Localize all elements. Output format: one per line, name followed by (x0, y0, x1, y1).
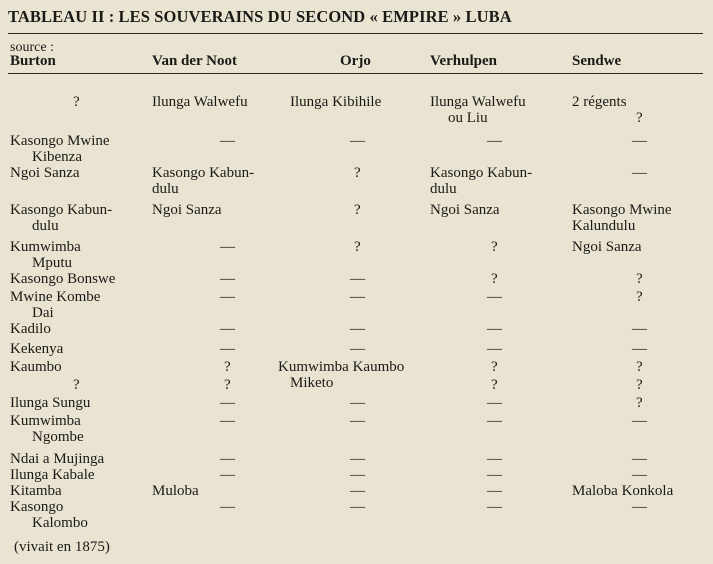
cell-line-1: ? (73, 94, 80, 110)
cell-line-1: ? (491, 377, 498, 393)
cell-line-1: ? (491, 239, 498, 255)
column-header-burton: Burton (10, 53, 56, 69)
cell-line-1: Ndai a Mujinga (10, 451, 105, 467)
cell-orjo (350, 413, 365, 429)
cell-line-1: — (220, 451, 235, 467)
cell-line-1: — (487, 483, 502, 499)
cell-burton (10, 239, 81, 271)
cell-burton (73, 377, 80, 393)
cell-sendwe (636, 359, 643, 375)
cell-line-1: — (487, 413, 502, 429)
cell-line-2: dulu (152, 181, 179, 197)
cell-line-1: 2 régents (572, 94, 627, 110)
cell-line-1: — (487, 499, 502, 515)
column-header-orjo: Orjo (340, 53, 371, 69)
cell-sendwe (636, 395, 643, 411)
cell-orjo (350, 483, 365, 499)
cell-line-1: Ilunga Walwefu (430, 94, 526, 110)
cell-verhulpen (487, 451, 502, 467)
cell-line-2: Miketo (290, 375, 334, 391)
cell-line-1: Mwine Kombe (10, 289, 101, 305)
cell-line-1: Kasongo Mwine (572, 202, 672, 218)
cell-line-1: Kumwimba (10, 239, 81, 255)
cell-line-1: Kasongo Kabun- (430, 165, 533, 181)
cell-van-der-noot (220, 239, 235, 255)
cell-van-der-noot (152, 483, 199, 499)
cell-line-1: Ilunga Kabale (10, 467, 95, 483)
cell-line-1: — (632, 467, 647, 483)
cell-line-1: — (350, 451, 365, 467)
cell-burton (10, 467, 95, 483)
cell-verhulpen (430, 165, 532, 197)
cell-line-1: Ilunga Kibihile (290, 94, 382, 110)
cell-orjo (278, 359, 404, 391)
cell-orjo (350, 271, 365, 287)
cell-verhulpen (487, 395, 502, 411)
cell-line-1: Kumwimba (10, 413, 81, 429)
cell-line-1: — (220, 413, 235, 429)
cell-line-1: Ngoi Sanza (152, 202, 222, 218)
cell-line-1: Kitamba (10, 483, 62, 499)
cell-sendwe (572, 202, 672, 234)
cell-line-1: Kaumbo (10, 359, 62, 375)
top-rule (8, 33, 703, 34)
cell-van-der-noot (220, 271, 235, 287)
cell-line-1: — (350, 289, 365, 305)
cell-sendwe (632, 165, 647, 181)
cell-van-der-noot (152, 165, 254, 197)
cell-burton (10, 271, 115, 287)
cell-sendwe (636, 271, 643, 287)
cell-sendwe (632, 467, 647, 483)
footnote: (vivait en 1875) (14, 539, 110, 555)
cell-line-2: Dai (32, 305, 54, 321)
cell-van-der-noot (220, 321, 235, 337)
cell-van-der-noot (152, 94, 248, 110)
cell-burton (10, 359, 62, 375)
cell-sendwe (572, 94, 643, 126)
cell-van-der-noot (220, 341, 235, 357)
cell-sendwe (572, 483, 673, 499)
cell-line-1: Muloba (152, 483, 199, 499)
cell-line-1: Ilunga Walwefu (152, 94, 248, 110)
source-label: source : (10, 40, 54, 55)
cell-line-1: ? (354, 165, 361, 181)
cell-line-1: ? (636, 271, 643, 287)
cell-orjo (354, 239, 361, 255)
cell-verhulpen (487, 499, 502, 515)
cell-line-2: dulu (32, 218, 59, 234)
cell-line-2: Kalundulu (572, 218, 636, 234)
cell-verhulpen (491, 359, 498, 375)
cell-orjo (350, 467, 365, 483)
cell-burton (10, 413, 84, 445)
cell-verhulpen (430, 94, 526, 126)
cell-line-1: Ngoi Sanza (430, 202, 500, 218)
cell-sendwe (632, 499, 647, 515)
column-header-van-der-noot: Van der Noot (152, 53, 238, 69)
cell-line-1: — (632, 451, 647, 467)
cell-verhulpen (487, 133, 502, 149)
cell-verhulpen (487, 483, 502, 499)
cell-line-1: — (220, 321, 235, 337)
cell-orjo (350, 321, 365, 337)
cell-line-2: ou Liu (448, 110, 488, 126)
column-header-sendwe: Sendwe (572, 53, 622, 69)
cell-van-der-noot (220, 499, 235, 515)
cell-line-2: Ngombe (32, 429, 84, 445)
cell-line-2: Kibenza (32, 149, 82, 165)
cell-orjo (350, 133, 365, 149)
cell-line-1: — (220, 239, 235, 255)
cell-line-1: ? (636, 289, 643, 305)
cell-line-1: — (487, 321, 502, 337)
cell-burton (73, 94, 80, 110)
cell-line-1: Maloba Konkola (572, 483, 674, 499)
cell-line-1: — (220, 499, 235, 515)
cell-line-1: — (350, 133, 365, 149)
cell-line-1: Ngoi Sanza (10, 165, 80, 181)
cell-line-1: ? (491, 271, 498, 287)
cell-line-1: — (632, 499, 647, 515)
cell-line-1: Kasongo Kabun- (152, 165, 255, 181)
cell-line-1: — (487, 451, 502, 467)
cell-line-1: — (220, 341, 235, 357)
cell-line-1: — (487, 395, 502, 411)
cell-line-2: ? (636, 110, 643, 126)
cell-line-1: ? (636, 359, 643, 375)
cell-line-1: — (350, 413, 365, 429)
cell-burton (10, 483, 62, 499)
cell-line-1: Ilunga Sungu (10, 395, 91, 411)
cell-line-1: — (220, 395, 235, 411)
cell-burton (10, 499, 88, 531)
cell-verhulpen (487, 467, 502, 483)
cell-verhulpen (491, 377, 498, 393)
cell-sendwe (572, 239, 642, 255)
cell-orjo (350, 395, 365, 411)
cell-line-1: — (350, 271, 365, 287)
cell-orjo (290, 94, 381, 110)
cell-line-1: — (350, 321, 365, 337)
header-rule (8, 73, 703, 74)
cell-line-1: Kekenya (10, 341, 64, 357)
cell-orjo (350, 289, 365, 305)
cell-van-der-noot (224, 359, 231, 375)
cell-line-1: — (220, 133, 235, 149)
cell-line-1: — (487, 289, 502, 305)
cell-van-der-noot (220, 451, 235, 467)
cell-line-1: Kasongo Mwine (10, 133, 110, 149)
column-header-verhulpen: Verhulpen (430, 53, 497, 69)
cell-orjo (354, 165, 361, 181)
cell-line-1: — (220, 467, 235, 483)
cell-van-der-noot (220, 413, 235, 429)
cell-line-1: ? (224, 359, 231, 375)
cell-verhulpen (491, 271, 498, 287)
cell-burton (10, 451, 104, 467)
cell-line-1: ? (224, 377, 231, 393)
cell-line-1: — (220, 271, 235, 287)
cell-line-1: — (350, 499, 365, 515)
cell-van-der-noot (220, 395, 235, 411)
cell-van-der-noot (224, 377, 231, 393)
cell-line-1: Ngoi Sanza (572, 239, 642, 255)
cell-verhulpen (487, 321, 502, 337)
cell-van-der-noot (220, 289, 235, 305)
cell-sendwe (636, 377, 643, 393)
cell-sendwe (632, 451, 647, 467)
cell-line-1: ? (636, 395, 643, 411)
cell-van-der-noot (220, 467, 235, 483)
cell-line-2: Kalombo (32, 515, 88, 531)
cell-line-1: — (350, 395, 365, 411)
cell-verhulpen (487, 341, 502, 357)
cell-burton (10, 395, 90, 411)
cell-burton (10, 202, 112, 234)
cell-line-1: Kasongo Kabun- (10, 202, 113, 218)
cell-sendwe (632, 341, 647, 357)
cell-line-1: — (632, 341, 647, 357)
cell-verhulpen (430, 202, 500, 218)
cell-line-1: — (632, 133, 647, 149)
cell-sendwe (636, 289, 643, 305)
cell-burton (10, 289, 100, 321)
cell-burton (10, 341, 63, 357)
cell-line-1: Kasongo (10, 499, 64, 515)
cell-line-1: ? (491, 359, 498, 375)
cell-line-1: — (350, 341, 365, 357)
cell-orjo (350, 499, 365, 515)
cell-van-der-noot (152, 202, 222, 218)
cell-van-der-noot (220, 133, 235, 149)
cell-sendwe (632, 133, 647, 149)
cell-burton (10, 165, 80, 181)
cell-burton (10, 321, 51, 337)
cell-line-1: — (350, 483, 365, 499)
cell-line-1: — (487, 467, 502, 483)
cell-orjo (350, 341, 365, 357)
cell-line-1: ? (73, 377, 80, 393)
cell-sendwe (632, 321, 647, 337)
cell-verhulpen (487, 413, 502, 429)
cell-orjo (350, 451, 365, 467)
cell-line-1: — (632, 165, 647, 181)
cell-verhulpen (491, 239, 498, 255)
cell-line-1: — (220, 289, 235, 305)
cell-line-1: — (632, 321, 647, 337)
cell-burton (10, 133, 110, 165)
cell-line-1: ? (354, 239, 361, 255)
cell-line-1: ? (636, 377, 643, 393)
cell-line-2: dulu (430, 181, 457, 197)
cell-line-1: — (487, 341, 502, 357)
cell-line-1: — (487, 133, 502, 149)
cell-line-1: — (350, 467, 365, 483)
cell-line-1: Kadilo (10, 321, 51, 337)
cell-line-2: Mputu (32, 255, 73, 271)
cell-line-1: Kumwimba Kaumbo (278, 359, 405, 375)
cell-verhulpen (487, 289, 502, 305)
table-title: TABLEAU II : LES SOUVERAINS DU SECOND « EMPIRE » LUBA (8, 7, 512, 26)
cell-line-1: ? (354, 202, 361, 218)
cell-sendwe (632, 413, 647, 429)
cell-line-1: — (632, 413, 647, 429)
cell-line-1: Kasongo Bonswe (10, 271, 116, 287)
cell-orjo (354, 202, 361, 218)
